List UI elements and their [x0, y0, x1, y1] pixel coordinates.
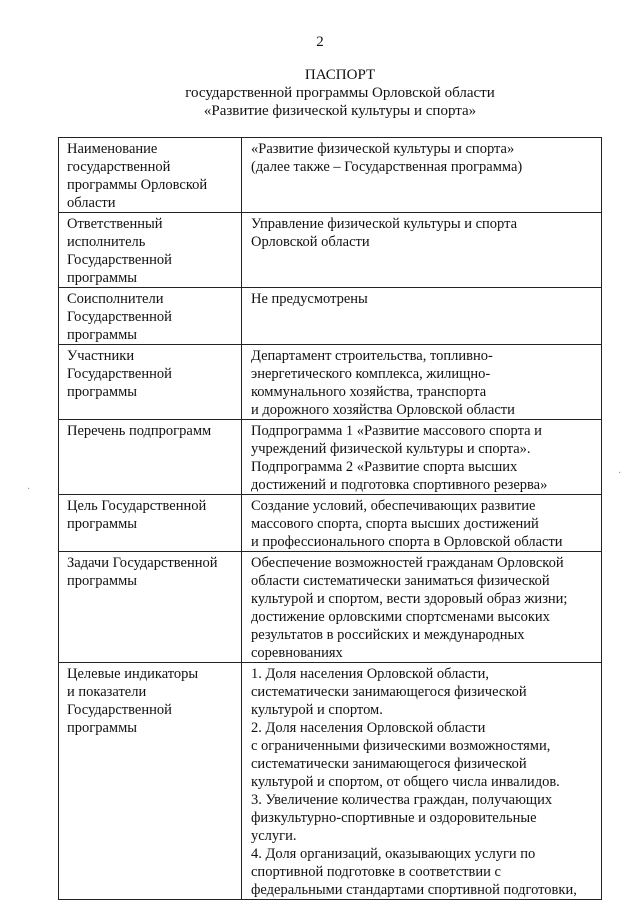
page-number: 2 [316, 34, 324, 50]
row-label-line: Государственной [67, 309, 172, 325]
row-value-line: Департамент строительства, топливно- [251, 348, 493, 364]
row-value-line: достижений и подготовка спортивного резерва» [251, 477, 548, 493]
row-value-line: 1. Доля населения Орловской области, [251, 666, 489, 682]
row-value-cell [242, 420, 602, 495]
row-value-line: спортивной подготовке в соответствии с [251, 864, 501, 880]
margin-mark-left: · [27, 484, 31, 495]
table-row [59, 495, 602, 552]
row-label-line: Перечень подпрограмм [67, 423, 212, 439]
row-label-line: государственной [67, 159, 171, 175]
row-value-line: Не предусмотрены [251, 291, 368, 307]
row-value-line: культурой и спортом, вести здоровый образ жизни; [251, 591, 568, 607]
row-label-cell [59, 345, 242, 420]
row-value-line: и профессионального спорта в Орловской области [251, 534, 563, 550]
passport-table-body [59, 138, 602, 900]
document-title: ПАСПОРТ [304, 67, 376, 83]
row-value-line: Обеспечение возможностей гражданам Орловской [251, 555, 564, 571]
row-label-line: программы [67, 384, 137, 400]
row-label-line: Целевые индикаторы [67, 666, 199, 682]
row-value-line: и дорожного хозяйства Орловской области [251, 402, 515, 418]
row-label-cell [59, 663, 242, 900]
row-value-cell [242, 288, 602, 345]
table-row [59, 663, 602, 900]
row-value-line: культурой и спортом. [251, 702, 383, 718]
row-value-line: Подпрограмма 1 «Развитие массового спорта и [251, 423, 542, 439]
table-row [59, 552, 602, 663]
row-label-line: Ответственный [67, 216, 163, 232]
table-row [59, 420, 602, 495]
row-value-line: Управление физической культуры и спорта [251, 216, 518, 232]
row-label-line: Государственной [67, 702, 172, 718]
row-label-line: Задачи Государственной [67, 555, 218, 571]
document-subtitle-line-1: государственной программы Орловской области [185, 85, 495, 101]
row-label-line: Соисполнители [67, 291, 164, 307]
row-value-line: с ограниченными физическими возможностями, [251, 738, 551, 754]
row-value-cell [242, 213, 602, 288]
row-value-line: достижение орловскими спортсменами высоких [251, 609, 550, 625]
table-row [59, 138, 602, 213]
row-value-cell [242, 345, 602, 420]
row-value-line: физкультурно-спортивные и оздоровительные [251, 810, 537, 826]
row-label-line: Государственной [67, 252, 172, 268]
row-value-line: Орловской области [251, 234, 370, 250]
table-row [59, 345, 602, 420]
row-value-line: области систематически заниматься физической [251, 573, 550, 589]
row-value-line: коммунального хозяйства, транспорта [251, 384, 487, 400]
table-row [59, 213, 602, 288]
row-value-line: энергетического комплекса, жилищно- [251, 366, 491, 382]
row-value-line: «Развитие физической культуры и спорта» [251, 141, 515, 157]
row-value-line: Создание условий, обеспечивающих развитие [251, 498, 536, 514]
row-label-line: Участники [67, 348, 135, 364]
row-label-line: программы [67, 270, 137, 286]
passport-table [58, 137, 602, 900]
row-value-line: (далее также – Государственная программа) [251, 159, 523, 175]
margin-mark-right: · [618, 468, 622, 479]
table-row [59, 288, 602, 345]
row-label-line: программы [67, 573, 137, 589]
row-label-line: Наименование [67, 141, 158, 157]
row-label-line: исполнитель [67, 234, 146, 250]
row-value-line: Подпрограмма 2 «Развитие спорта высших [251, 459, 518, 475]
document-heading [60, 66, 620, 120]
row-label-cell [59, 552, 242, 663]
row-label-line: программы [67, 516, 137, 532]
row-value-line: учреждений физической культуры и спорта». [251, 441, 531, 457]
row-label-line: Государственной [67, 366, 172, 382]
row-value-line: 2. Доля населения Орловской области [251, 720, 486, 736]
row-label-line: и показатели [67, 684, 147, 700]
row-value-line: культурой и спортом, от общего числа инвалидов. [251, 774, 560, 790]
row-value-line: систематически занимающегося физической [251, 756, 527, 772]
row-value-cell [242, 138, 602, 213]
row-label-line: программы [67, 327, 137, 343]
row-value-line: результатов в российских и международных [251, 627, 525, 643]
row-value-cell [242, 663, 602, 900]
row-label-line: Цель Государственной [67, 498, 207, 514]
row-value-line: систематически занимающегося физической [251, 684, 527, 700]
row-value-line: федеральными стандартами спортивной подготовки, [251, 882, 577, 898]
row-label-cell [59, 138, 242, 213]
row-label-cell [59, 420, 242, 495]
row-label-cell [59, 288, 242, 345]
row-label-line: программы [67, 720, 137, 736]
document-subtitle-line-2: «Развитие физической культуры и спорта» [203, 103, 477, 119]
row-value-line: 4. Доля организаций, оказывающих услуги по [251, 846, 536, 862]
row-value-cell [242, 495, 602, 552]
row-label-cell [59, 495, 242, 552]
row-value-line: услуги. [251, 828, 297, 844]
row-value-cell [242, 552, 602, 663]
row-value-line: соревнованиях [251, 645, 343, 661]
row-label-cell [59, 213, 242, 288]
row-label-line: программы Орловской [67, 177, 208, 193]
row-value-line: 3. Увеличение количества граждан, получающих [251, 792, 553, 808]
row-label-line: области [67, 195, 116, 211]
row-value-line: массового спорта, спорта высших достижений [251, 516, 539, 532]
